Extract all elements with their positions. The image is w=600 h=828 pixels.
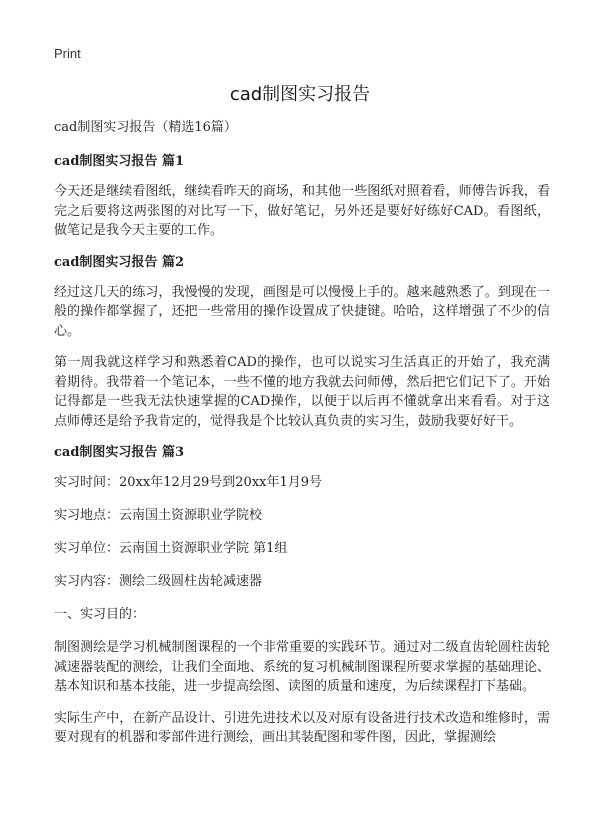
info-line-unit: 实习单位：云南国土资源职业学院 第1组 <box>54 541 288 556</box>
info-line-content: 实习内容：测绘二级圆柱齿轮减速器 <box>54 574 263 589</box>
paragraph: 制图测绘是学习机械制图课程的一个非常重要的实践环节。通过对二级直齿轮圆柱齿轮减速器装配的测绘，让我们全面地、系统的复习机械制图课程所要求掌握的基础理论、基本知识和基本技能，进一步提高绘图、读图的质量和速度，为后续课程打下基础。 <box>54 640 550 694</box>
section-heading: cad制图实习报告 篇3 <box>54 445 185 460</box>
section-heading: cad制图实习报告 篇1 <box>54 154 185 169</box>
paragraph: 经过这几天的练习，我慢慢的发现，画图是可以慢慢上手的。越来越熟悉了。到现在一般的操作都掌握了，还把一些常用的操作设置成了快捷键。哈哈，这样增强了不少的信心。 <box>54 284 550 339</box>
subsection-heading: 一、实习目的： <box>54 607 146 622</box>
page-title: cad制图实习报告 <box>229 84 371 105</box>
info-line-time: 实习时间：20xx年12月29号到20xx年1月9号 <box>54 475 323 490</box>
print-link[interactable]: Print <box>54 46 81 61</box>
document-body <box>54 118 550 760</box>
document-subtitle: cad制图实习报告（精选16篇） <box>54 120 237 135</box>
info-line-location: 实习地点：云南国土资源职业学院校 <box>54 508 263 523</box>
paragraph: 实际生产中，在新产品设计、引进先进技术以及对原有设备进行技术改造和维修时，需要对现有的机器和零部件进行测绘，画出其装配图和零件图，因此，掌握测绘 <box>54 710 550 745</box>
paragraph: 今天还是继续看图纸，继续看昨天的商场，和其他一些图纸对照着看，师傅告诉我，看完之后要将这两张图的对比写一下，做好笔记，另外还是要好好练好CAD。看图纸，做笔记是我今天主要的工作。 <box>54 184 550 238</box>
paragraph: 第一周我就这样学习和熟悉着CAD的操作，也可以说实习生活真正的开始了，我充满着期待。我带着一个笔记本，一些不懂的地方我就去问师傅，然后把它们记下了。开始记得都是一些我无法快速掌握的CAD操作，以便于以后再不懂就拿出来看看。对于这点师傅还是给予我肯定的，觉得我是个比较认真负责的实习生，鼓励我要好好干。 <box>54 355 550 429</box>
section-heading: cad制图实习报告 篇2 <box>54 254 185 270</box>
